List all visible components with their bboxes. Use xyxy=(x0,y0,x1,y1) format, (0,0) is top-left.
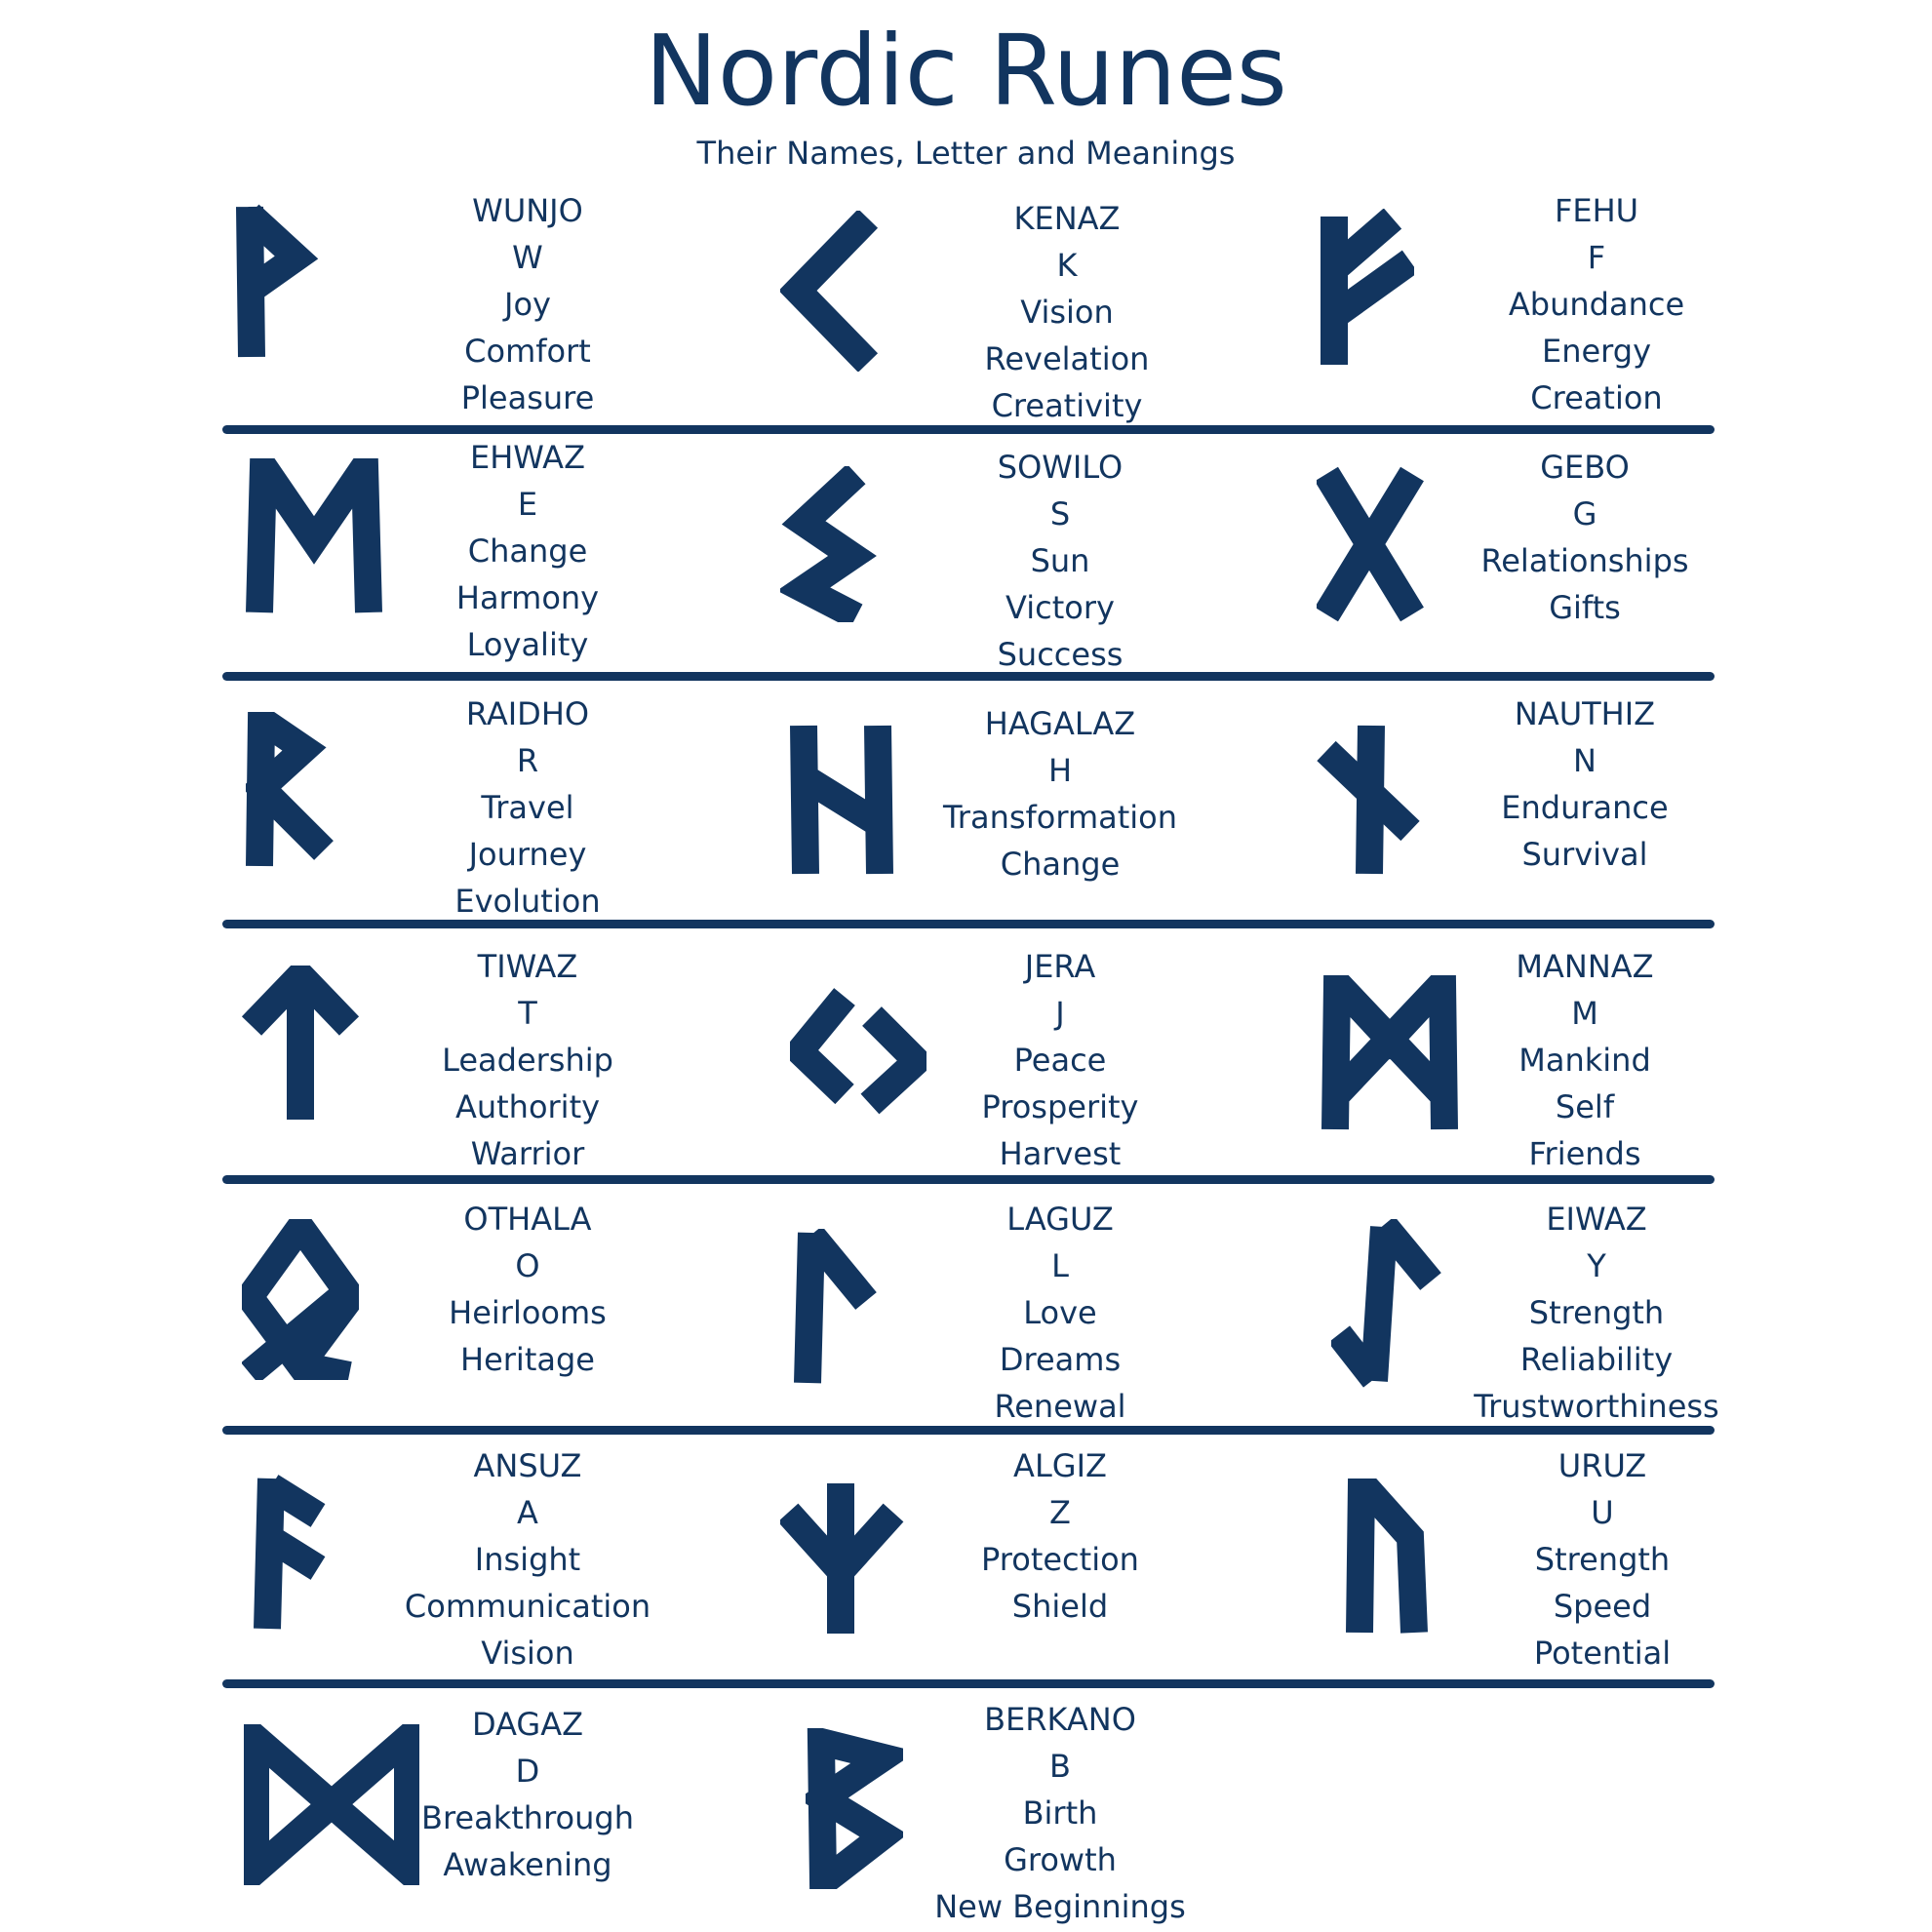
rune-text-block xyxy=(405,1442,651,1676)
rune-letter: F xyxy=(1587,239,1606,276)
rune-letter: A xyxy=(517,1494,538,1531)
rune-name: NAUTHIZ xyxy=(1514,695,1656,732)
rune-text-block xyxy=(981,1442,1139,1630)
ansuz-rune-icon xyxy=(254,1473,341,1634)
rune-name: TIWAZ xyxy=(477,948,578,985)
rune-meaning: Journey xyxy=(468,836,587,873)
rune-letter: S xyxy=(1049,495,1071,532)
rune-letter: G xyxy=(1572,495,1597,532)
rune-text-block xyxy=(1509,187,1684,421)
rune-meaning: Relationships xyxy=(1480,542,1689,579)
rune-meaning: Vision xyxy=(481,1635,574,1672)
rune-letter: E xyxy=(517,486,538,523)
rune-meaning: Joy xyxy=(504,286,551,323)
rune-meaning: Gifts xyxy=(1549,589,1621,626)
wunjo-rune-icon xyxy=(234,201,351,367)
rune-meaning: Speed xyxy=(1553,1588,1652,1625)
rune-meaning: Harmony xyxy=(455,579,600,616)
rune-text-block xyxy=(421,1701,634,1888)
rune-meaning: Friends xyxy=(1528,1135,1641,1172)
rune-meaning: Harvest xyxy=(999,1135,1122,1172)
rune-meaning: Abundance xyxy=(1508,286,1685,323)
rune-name: FEHU xyxy=(1554,192,1639,229)
rune-meaning: Trustworthiness xyxy=(1474,1388,1719,1425)
row-divider xyxy=(222,920,1715,928)
rune-meaning: Leadership xyxy=(442,1042,613,1079)
rune-name: URUZ xyxy=(1557,1447,1647,1484)
rune-letter: Y xyxy=(1587,1247,1606,1284)
raidho-rune-icon xyxy=(246,712,343,873)
rune-meaning: Change xyxy=(467,532,588,570)
rune-letter: T xyxy=(518,995,537,1032)
rune-text-block xyxy=(994,1196,1125,1430)
rune-meaning: Strength xyxy=(1534,1541,1671,1578)
rune-text-block xyxy=(998,444,1124,678)
uruz-rune-icon xyxy=(1346,1479,1443,1635)
rune-meaning: Protection xyxy=(981,1541,1139,1578)
laguz-rune-icon xyxy=(790,1229,878,1385)
rune-letter: H xyxy=(1047,752,1073,789)
rune-meaning: Love xyxy=(1023,1294,1097,1331)
rune-meaning: Mankind xyxy=(1518,1042,1651,1079)
rune-meaning: Strength xyxy=(1528,1294,1665,1331)
rune-meaning: Authority xyxy=(454,1088,601,1125)
rune-meaning: Heirlooms xyxy=(449,1294,607,1331)
rune-meaning: Creativity xyxy=(991,387,1143,424)
rune-meaning: Survival xyxy=(1521,836,1648,873)
row-divider xyxy=(222,1679,1715,1688)
rune-name: WUNJO xyxy=(472,192,583,229)
rune-letter: L xyxy=(1051,1247,1069,1284)
rune-meaning: Success xyxy=(997,636,1124,673)
rune-meaning: Evolution xyxy=(454,883,601,920)
rune-meaning: Shield xyxy=(1011,1588,1109,1625)
rune-text-block xyxy=(456,434,599,668)
hagalaz-rune-icon xyxy=(790,722,897,878)
rune-meaning: Heritage xyxy=(460,1341,595,1378)
jera-rune-icon xyxy=(790,977,927,1138)
mannaz-rune-icon xyxy=(1321,975,1458,1136)
rune-letter: W xyxy=(512,239,543,276)
rune-meaning: Endurance xyxy=(1501,789,1669,826)
rune-text-block xyxy=(934,1696,1186,1930)
rune-name: EIWAZ xyxy=(1546,1201,1647,1238)
rune-meaning: Loyality xyxy=(466,626,589,663)
rune-meaning: Revelation xyxy=(984,340,1150,377)
rune-meaning: New Beginnings xyxy=(934,1888,1186,1925)
gebo-rune-icon xyxy=(1317,466,1424,622)
rune-meaning: Victory xyxy=(1005,589,1115,626)
row-divider xyxy=(222,672,1715,681)
fehu-rune-icon xyxy=(1317,209,1414,370)
kenaz-rune-icon xyxy=(780,211,887,372)
rune-meaning: Potential xyxy=(1533,1635,1672,1672)
page-title: Nordic Runes xyxy=(645,14,1287,128)
rune-name: GEBO xyxy=(1540,449,1630,486)
rune-meaning: Sun xyxy=(1030,542,1090,579)
rune-text-block xyxy=(1516,943,1653,1177)
ehwaz-rune-icon xyxy=(246,458,382,619)
rune-meaning: Self xyxy=(1555,1088,1615,1125)
rune-meaning: Vision xyxy=(1020,294,1114,331)
rune-text-block xyxy=(449,1196,607,1383)
rune-text-block xyxy=(943,700,1177,887)
dagaz-rune-icon xyxy=(244,1724,419,1885)
rune-name: KENAZ xyxy=(1013,200,1121,237)
rune-text-block xyxy=(442,943,613,1177)
rune-meaning: Travel xyxy=(481,789,574,826)
rune-meaning: Prosperity xyxy=(981,1088,1139,1125)
rune-name: JERA xyxy=(1024,948,1096,985)
rune-name: DAGAZ xyxy=(471,1706,583,1743)
rune-meaning: Energy xyxy=(1541,333,1652,370)
rune-letter: U xyxy=(1591,1494,1614,1531)
rune-letter: R xyxy=(516,742,539,779)
rune-letter: O xyxy=(515,1247,540,1284)
rune-letter: K xyxy=(1056,247,1078,284)
rune-text-block xyxy=(1474,1196,1718,1430)
rune-meaning: Peace xyxy=(1013,1042,1107,1079)
rune-text-block xyxy=(1480,444,1688,631)
rune-name: BERKANO xyxy=(984,1701,1136,1738)
othala-rune-icon xyxy=(242,1219,359,1380)
rune-name: SOWILO xyxy=(997,449,1124,486)
rune-meaning: Insight xyxy=(474,1541,581,1578)
rune-meaning: Reliability xyxy=(1519,1341,1674,1378)
rune-name: EHWAZ xyxy=(470,439,585,476)
nauthiz-rune-icon xyxy=(1317,722,1424,878)
rune-text-block xyxy=(461,187,595,421)
rune-meaning: Renewal xyxy=(994,1388,1126,1425)
rune-letter: N xyxy=(1573,742,1597,779)
rune-meaning: Breakthrough xyxy=(421,1799,634,1836)
rune-text-block xyxy=(985,195,1150,429)
rune-letter: B xyxy=(1049,1748,1071,1785)
berkano-rune-icon xyxy=(806,1728,903,1889)
rune-name: MANNAZ xyxy=(1516,948,1654,985)
page-subtitle: Their Names, Letter and Meanings xyxy=(696,135,1236,172)
rune-meaning: Growth xyxy=(1004,1841,1117,1878)
rune-name: ANSUZ xyxy=(473,1447,582,1484)
rune-letter: Z xyxy=(1049,1494,1071,1531)
rune-name: ALGIZ xyxy=(1013,1447,1107,1484)
rune-meaning: Pleasure xyxy=(460,379,595,416)
rune-meaning: Creation xyxy=(1530,379,1663,416)
rune-meaning: Communication xyxy=(404,1588,651,1625)
rune-letter: J xyxy=(1055,995,1065,1032)
rune-meaning: Awakening xyxy=(443,1846,612,1883)
rune-meaning: Birth xyxy=(1022,1794,1098,1832)
rune-meaning: Transformation xyxy=(942,799,1178,836)
rune-meaning: Warrior xyxy=(470,1135,585,1172)
rune-letter: D xyxy=(515,1753,540,1790)
rune-name: HAGALAZ xyxy=(984,705,1136,742)
rune-meaning: Comfort xyxy=(464,333,591,370)
rune-text-block xyxy=(1534,1442,1671,1676)
rune-text-block xyxy=(1501,690,1668,878)
rune-name: RAIDHO xyxy=(465,695,590,732)
sowilo-rune-icon xyxy=(780,466,878,622)
rune-letter: M xyxy=(1571,995,1598,1032)
row-divider xyxy=(222,425,1715,434)
tiwaz-rune-icon xyxy=(242,966,359,1126)
rune-name: LAGUZ xyxy=(1006,1201,1114,1238)
rune-meaning: Dreams xyxy=(999,1341,1122,1378)
rune-meaning: Change xyxy=(1000,846,1121,883)
rune-text-block xyxy=(982,943,1139,1177)
rune-text-block xyxy=(454,690,600,925)
eiwaz-rune-icon xyxy=(1331,1219,1448,1390)
algiz-rune-icon xyxy=(780,1478,907,1638)
rune-name: OTHALA xyxy=(463,1201,592,1238)
